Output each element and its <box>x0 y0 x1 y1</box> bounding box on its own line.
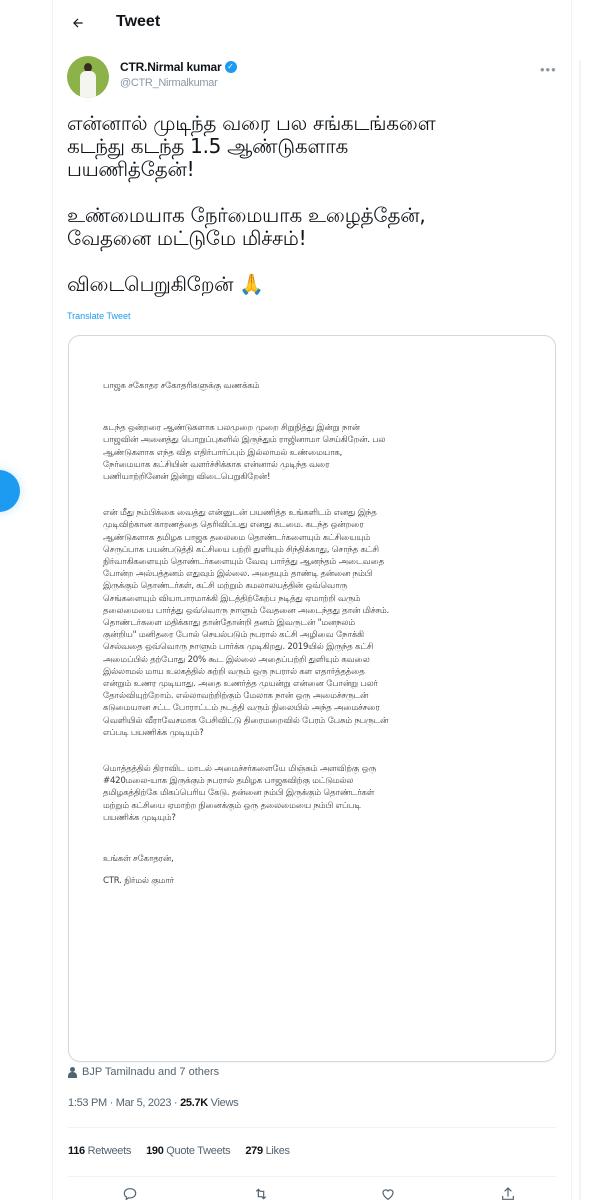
retweet-button[interactable] <box>251 1186 271 1200</box>
letter-salutation: பாஜக சகோதர சகோதரிகளுக்கு வணக்கம் <box>103 381 260 391</box>
tweet-date[interactable]: Mar 5, 2023 <box>115 1097 172 1109</box>
letter-line: முடிவிற்கான காரணத்தை தெரிவிப்பது எனது கடமை. கடந்த ஒன்றரை <box>103 520 364 531</box>
letter-line: மொத்தத்தில் திராவிட மாடல் அமைச்சர்களையே மிஞ்சும் அளவிற்கு ஒரு <box>103 764 377 775</box>
views-count: 25.7K <box>180 1097 208 1109</box>
quote-tweets-label: Quote Tweets <box>163 1145 231 1157</box>
letter-line: கடந்த ஒன்றரை ஆண்டுகளாக பலமுறை முறை சிறுநித்து இன்று நான் <box>103 423 360 434</box>
tagged-users[interactable] <box>68 1066 219 1078</box>
letter-line: இருக்கும் தொண்டர்கள், கட்சி மற்றும் கமலாலயத்தின் ஒவ்வொரு <box>103 581 348 592</box>
tweet-line: உண்மையாக நேர்மையாக உழைத்தேன், <box>67 203 426 227</box>
page-title: Tweet <box>116 13 161 30</box>
like-icon <box>380 1186 396 1200</box>
letter-line: குன்றிய" மனிதரை போல் செயல்படும் நபரால் கட்சி அழிவை நோக்கி <box>103 630 364 641</box>
right-panel-edge <box>579 60 581 1200</box>
letter-line: என்றும் உணர முடியாது. அதை உணர்த்த முயன்று என்னை போன்று பலர் <box>103 679 378 690</box>
letter-line: என் மீது நம்பிக்கை வைத்து என்னுடன் பயணித்த உங்களிடம் எனது இந்த <box>103 508 377 519</box>
share-button[interactable] <box>498 1186 518 1200</box>
letter-content <box>103 380 523 892</box>
author-name[interactable]: CTR.Nirmal kumar <box>120 60 222 74</box>
letter-line: பாஜவின் அனைத்து பொறுப்புகளில் இருந்தும் ராஜினாமா செய்கிறேன். பல <box>103 435 386 446</box>
tweet-line: என்னால் முடிந்த வரை பல சங்கடங்களை <box>67 111 436 135</box>
letter-line: அமைப்பில் தற்போது 20% கூட இல்லை அதைப்பற்றி துளியும் கவலை <box>103 654 370 665</box>
right-sidebar-edge <box>572 0 600 1200</box>
letter-signature: CTR. நிர்மல் குமார் <box>103 876 174 887</box>
retweets-stat[interactable] <box>68 1145 131 1157</box>
letter-line: கடுமையான சட்ட போராட்டம் நடத்தி வரும் நிலையில் அந்த அமைச்சரை <box>103 703 380 714</box>
tweet-line: பயணித்தேன்! <box>67 157 195 181</box>
avatar[interactable] <box>67 56 109 98</box>
translate-tweet-link[interactable]: Translate Tweet <box>67 311 131 321</box>
tweet-line: விடைபெறுகிறேன் 🙏 <box>67 272 264 296</box>
paragraph-gap <box>67 181 557 204</box>
letter-line: இல்லாமல் மாய உலகத்தில் சுற்றி வரும் ஒரு நபரால் கள எதார்த்தத்தை <box>103 666 365 677</box>
likes-count: 279 <box>245 1145 263 1157</box>
letter-line: போன்ற அல்பத்தனம் எதுவும் இல்லை. அதையும் தாண்டி தன்னை நம்பி <box>103 569 373 580</box>
letter-line: தொண்டர்களை மதிக்காது தான்தோன்றி தனம் இவருடன் "மனநலம் <box>103 618 355 629</box>
letter-paragraph <box>103 507 523 739</box>
letter-closing: உங்கள் சகோதரன், <box>103 854 174 865</box>
author-handle[interactable]: @CTR_Nirmalkumar <box>120 77 218 89</box>
tweet-text <box>67 112 557 296</box>
letter-line: நேர்மையாக கட்சியின் வளர்ச்சிக்காக என்னால் முடிந்த வரை <box>103 459 330 470</box>
letter-line: செருப்பாக பயன்படுத்தி கட்சியை பற்றி துளியும் சிந்திக்காது, சொந்த கட்சி <box>103 544 379 555</box>
letter-line: வெளியில் வீராவேசமாக பேசிவிட்டு திரைமறைவில் பேரம் பேசும் நபருடன் <box>103 715 389 726</box>
person-icon <box>68 1067 77 1078</box>
tagged-users-text: BJP Tamilnadu and 7 others <box>82 1066 220 1078</box>
arrow-left-icon <box>71 16 85 30</box>
letter-line: தலைமையை பார்த்து ஒவ்வொரு நாளும் வேதனை அடைந்தது தான் மிச்சம். <box>103 605 390 616</box>
letter-line: தோல்வியுற்றோம். எல்லாவற்றிற்கும் மேலாக நான் ஒரு அமைச்சருடன் <box>103 691 369 702</box>
letter-line: எப்படி பயணிக்க முடியும்? <box>103 727 204 738</box>
letter-line: பயணிக்க முடியும்? <box>103 812 176 823</box>
verified-badge-icon: ✓ <box>225 61 237 73</box>
avatar-figure-body <box>80 71 96 98</box>
meta-separator: · <box>171 1097 181 1109</box>
tweet-actions <box>68 1186 556 1200</box>
letter-line: செங்களையும் வியாபாரமாக்கி இடத்திற்கேற்ப நடித்து ஏமாற்றி வரும் <box>103 593 361 604</box>
like-button[interactable] <box>378 1186 398 1200</box>
tweet-line: கடந்து கடந்த 1.5 ஆண்டுகளாக <box>67 134 349 158</box>
tweet-author <box>67 56 557 102</box>
letter-line: ஆண்டுகளாக தமிழக பாஜக தலைமை தொண்டர்களையும் கட்சியையும் <box>103 532 371 543</box>
attached-letter-image[interactable] <box>68 335 556 1062</box>
reply-icon <box>122 1186 138 1200</box>
quote-tweets-stat[interactable] <box>146 1145 230 1157</box>
divider <box>68 1176 556 1177</box>
letter-line: தமிழகத்திற்கே மிகப்பெரிய கேடு. தன்னை நம்பி இருக்கும் தொண்டர்கள் <box>103 788 375 799</box>
page-header <box>53 0 571 46</box>
retweet-icon <box>253 1186 269 1200</box>
views-label: Views <box>207 1097 239 1109</box>
letter-line: ஆண்டுகளாக எந்த வித எதிர்பார்ப்பும் இல்லாமல் உண்மையாக, <box>103 447 343 458</box>
tweet-line: வேதனை மட்டுமே மிச்சம்! <box>67 226 307 250</box>
letter-paragraph <box>103 763 523 824</box>
letter-line: நிர்வாகிகளையும் தொண்டர்களையும் வேவு பார்த்து ஆனந்தம் அடைவதை <box>103 557 385 568</box>
divider <box>68 1127 556 1128</box>
likes-stat[interactable] <box>245 1145 289 1157</box>
paragraph-gap <box>67 250 557 273</box>
meta-separator: · <box>106 1097 116 1109</box>
letter-line: செல்வதை ஒவ்வொரு நாளும் பார்க்க முடிகிறது. 2019யில் இருந்த கட்சி <box>103 642 374 653</box>
likes-label: Likes <box>262 1145 290 1157</box>
engagement-stats <box>68 1145 290 1157</box>
letter-line: பணியாற்றினேன் இன்று விடைபெறுகிறேன்! <box>103 472 271 483</box>
left-gutter <box>0 0 48 1200</box>
tweet-time[interactable]: 1:53 PM <box>68 1097 107 1109</box>
letter-paragraph <box>103 422 523 483</box>
back-button[interactable] <box>67 12 89 34</box>
share-icon <box>500 1186 516 1200</box>
reply-button[interactable] <box>120 1186 140 1200</box>
tweet-detail-column <box>53 0 571 1200</box>
more-options-button[interactable]: ••• <box>540 62 557 77</box>
quote-tweets-count: 190 <box>146 1145 164 1157</box>
tweet-metadata <box>68 1097 238 1109</box>
letter-line: மற்றும் கட்சியை ஏமாற்ற நினைக்கும் ஒரு தலைமையை நம்பி எப்படி <box>103 800 361 811</box>
retweets-label: Retweets <box>84 1145 132 1157</box>
letter-line: #420மலை-யாக இருக்கும் நபரால் தமிழக பாஜகவிற்கு மட்டுமல்ல <box>103 776 354 787</box>
author-name-row <box>120 60 237 74</box>
retweets-count: 116 <box>68 1145 85 1157</box>
